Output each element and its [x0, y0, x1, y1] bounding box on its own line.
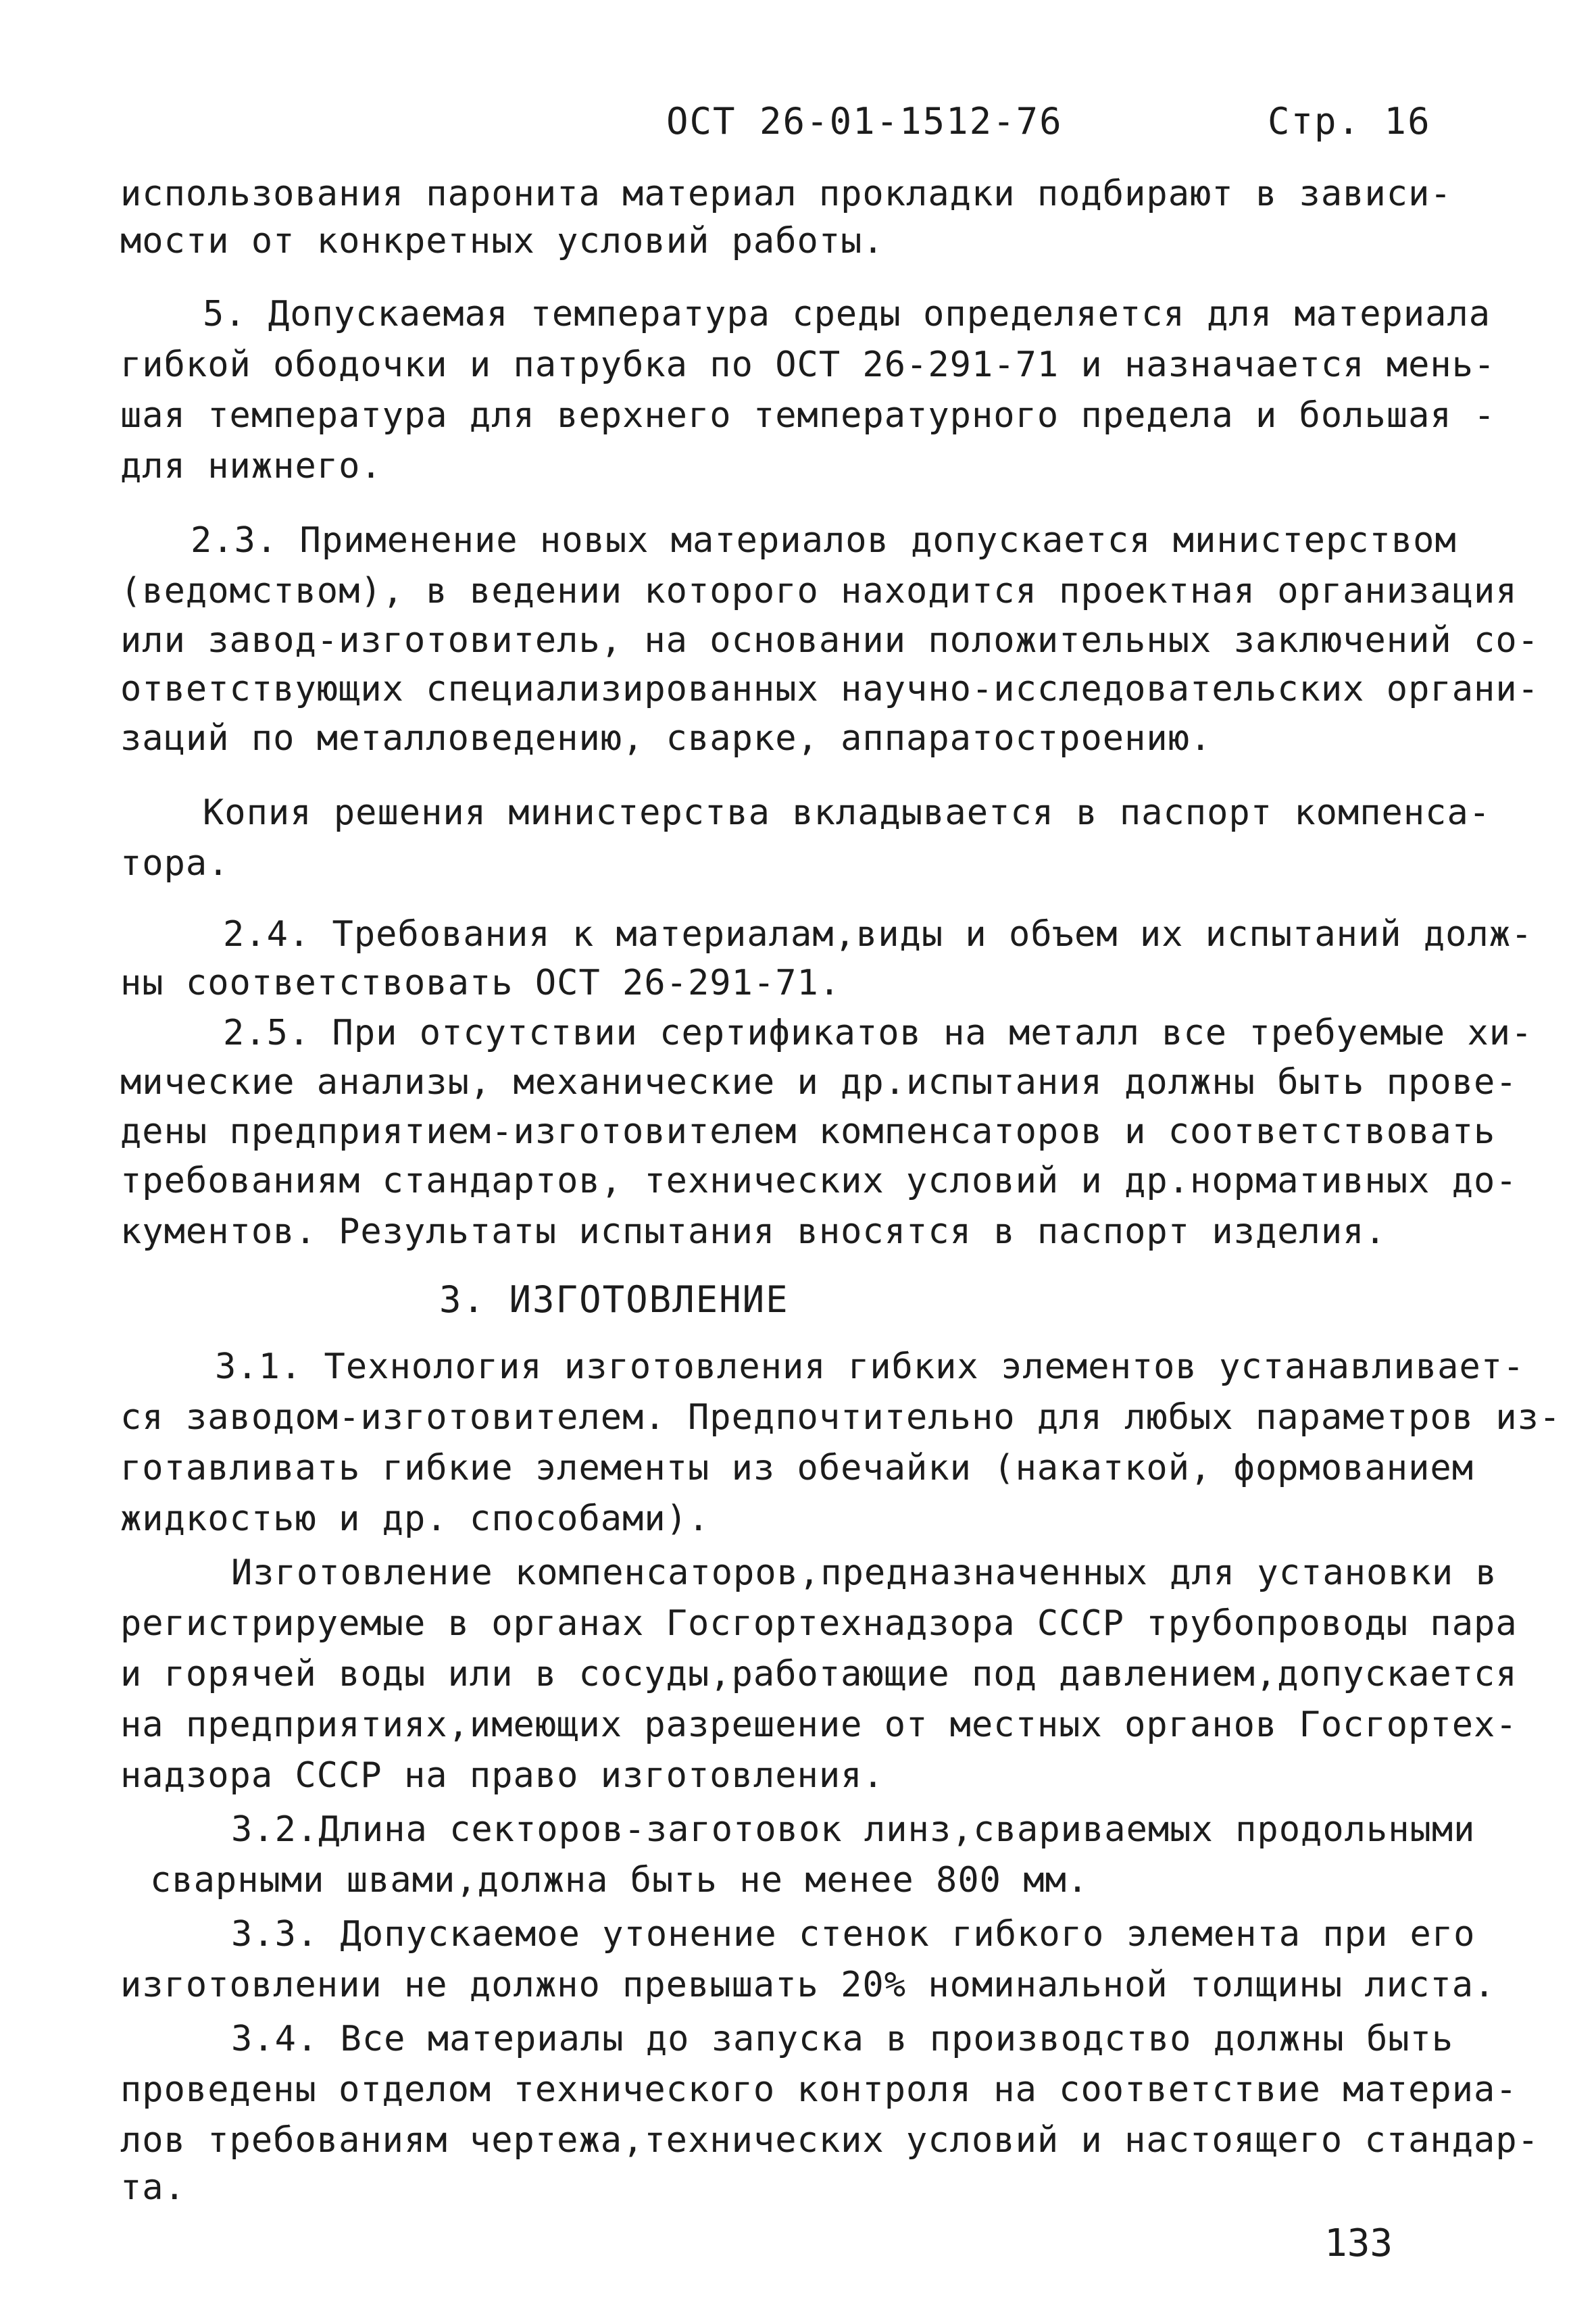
text-line: готавливать гибкие элементы из обечайки (накаткой, формованием — [120, 1448, 1474, 1488]
text-line: ны соответствовать ОСТ 26-291-71. — [120, 963, 841, 1003]
section-heading: 3. ИЗГОТОВЛЕНИЕ — [439, 1278, 789, 1321]
text-line: 3.1. Технология изготовления гибких элементов устанавливает- — [215, 1347, 1525, 1387]
text-line: 3.4. Все материалы до запуска в производство должны быть — [231, 2019, 1454, 2059]
text-line: мости от конкретных условий работы. — [120, 221, 884, 261]
text-line: на предприятиях,имеющих разрешение от местных органов Госгортех- — [120, 1705, 1518, 1745]
text-line: (ведомством), в ведении которого находится проектная организация — [120, 571, 1518, 611]
text-line: ся заводом-изготовителем. Предпочтительно для любых параметров из- — [120, 1397, 1562, 1438]
text-line: надзора СССР на право изготовления. — [120, 1755, 884, 1796]
text-line: проведены отделом технического контроля на соответствие материа- — [120, 2069, 1518, 2110]
text-line: мические анализы, механические и др.испытания должны быть прове- — [120, 1062, 1518, 1103]
text-line: регистрируемые в органах Госгортехнадзора СССР трубопроводы пара — [120, 1603, 1518, 1644]
text-line: для нижнего. — [120, 446, 382, 486]
text-line: требованиям стандартов, технических условий и др.нормативных до- — [120, 1161, 1518, 1201]
text-line: заций по металловедению, сварке, аппаратостроению. — [120, 718, 1212, 759]
text-line: ответствующих специализированных научно-исследовательских органи- — [120, 669, 1539, 709]
text-line: та. — [120, 2167, 186, 2208]
text-line: 3.2.Длина секторов-заготовок линз,свариваемых продольными — [231, 1809, 1476, 1850]
text-line: шая температура для верхнего температурного предела и большая - — [120, 395, 1496, 436]
text-line: Изготовление компенсаторов,предназначенных для установки в — [231, 1553, 1497, 1593]
text-line: тора. — [120, 843, 230, 884]
text-line: 2.4. Требования к материалам,виды и объем их испытаний долж- — [223, 914, 1533, 955]
text-line: 3.3. Допускаемое утонение стенок гибкого элемента при его — [231, 1914, 1476, 1955]
text-line: кументов. Результаты испытания вносятся в паспорт изделия. — [120, 1211, 1387, 1252]
text-line: лов требованиям чертежа,технических условий и настоящего стандар- — [120, 2120, 1539, 2161]
text-line: 2.5. При отсутствии сертификатов на металл все требуемые хи- — [223, 1013, 1533, 1053]
text-line: и горячей воды или в сосуды,работающие под давлением,допускается — [120, 1654, 1518, 1694]
text-line: дены предприятием-изготовителем компенсаторов и соответствовать — [120, 1111, 1496, 1152]
text-line: или завод-изготовитель, на основании положительных заключений со- — [120, 620, 1539, 661]
text-line: сварными швами,должна быть не менее 800 мм. — [150, 1860, 1089, 1901]
document-code: ОСТ 26-01-1512-76 — [666, 100, 1063, 143]
text-line: изготовлении не должно превышать 20% номинальной толщины листа. — [120, 1965, 1496, 2005]
text-line: 5. Допускаемая температура среды определяется для материала — [203, 294, 1491, 334]
text-line: гибкой ободочки и патрубка по ОСТ 26-291-71 и назначается мень- — [120, 345, 1496, 385]
text-line: жидкостью и др. способами). — [120, 1499, 710, 1539]
page-label: Стр. 16 — [1268, 100, 1431, 143]
text-line: Копия решения министерства вкладывается в паспорт компенса- — [203, 793, 1491, 833]
text-line: 2.3. Применение новых материалов допускается министерством — [191, 520, 1457, 561]
text-line: использования паронита материал прокладки подбирают в зависи- — [120, 174, 1452, 214]
page-number: 133 — [1324, 2221, 1393, 2265]
